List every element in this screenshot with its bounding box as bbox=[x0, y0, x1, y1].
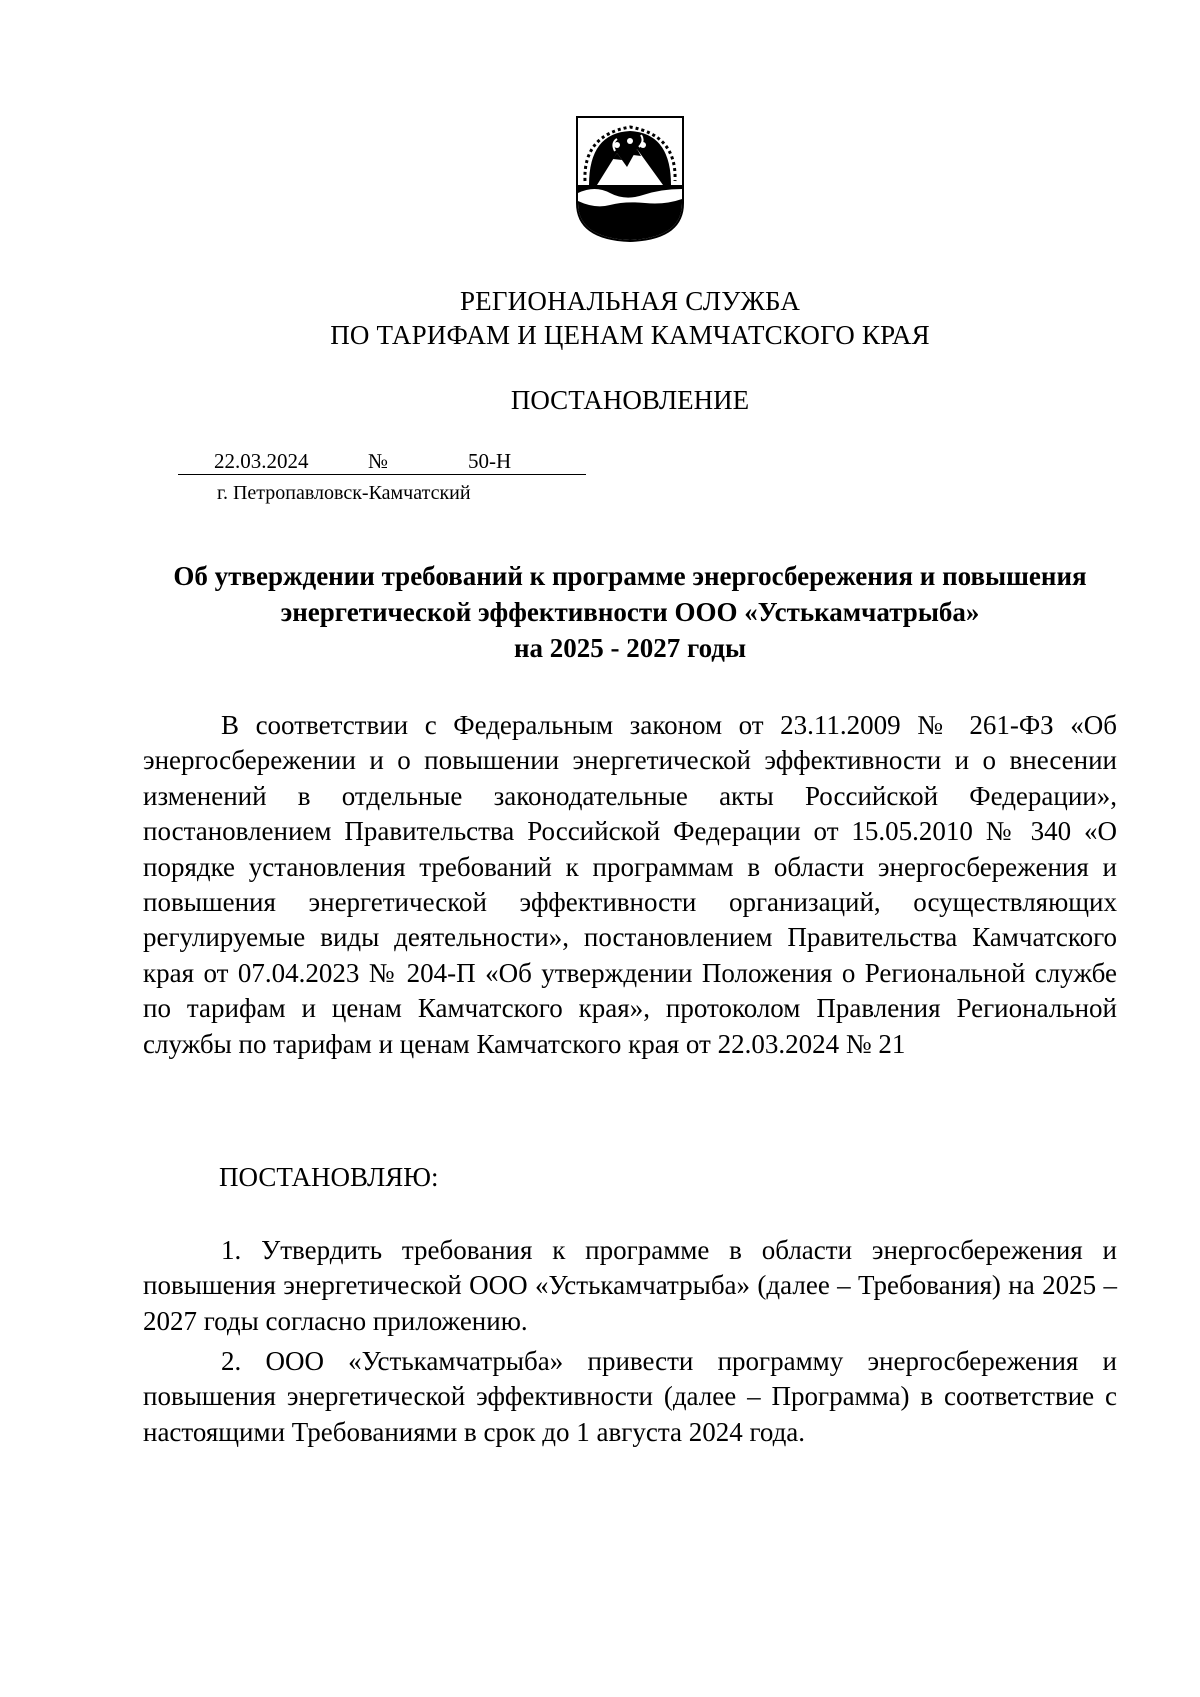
document-date: 22.03.2024 bbox=[214, 449, 309, 473]
resolution-item-2: 2. ООО «Устькамчатрыба» привести программу энергосбережения и повышения энергетической эффективности (далее – Программа) в соответствие с настоящими Требованиями в срок до 1 августа 2024 года. bbox=[143, 1346, 1117, 1447]
city-name: г. Петропавловск-Камчатский bbox=[217, 482, 471, 504]
org-name-line1: РЕГИОНАЛЬНАЯ СЛУЖБА bbox=[459, 286, 801, 316]
resolve-heading: ПОСТАНОВЛЯЮ: bbox=[219, 1162, 439, 1192]
preamble-paragraph: В соответствии с Федеральным законом от 23.11.2009 № 261-ФЗ «Об энергосбережении и о повышении энергетической эффективности и о внесении изменений в отдельные законодательные акты Российской Федерации», постановлением Правительства Российской Федерации от 15.05.2010 № 340 «О порядке установления требований к программам в области энергосбережения и повышения энергетической эффективности организаций, осуществляющих регулируемые виды деятельности», постановлением Правительства Камчатского края от 07.04.2023 № 204-П «Об утверждении Положения о Региональной службе по тарифам и ценам Камчатского края», протоколом Правления Региональной службы по тарифам и ценам Камчатского края от 22.03.2024 № 21 bbox=[143, 710, 1117, 1059]
title-line3: на 2025 - 2027 годы bbox=[513, 633, 747, 663]
date-number-row bbox=[178, 448, 586, 475]
document-type: ПОСТАНОВЛЕНИЕ bbox=[510, 385, 750, 415]
coat-of-arms-icon bbox=[575, 115, 685, 243]
org-name-line2: ПО ТАРИФАМ И ЦЕНАМ КАМЧАТСКОГО КРАЯ bbox=[330, 320, 930, 350]
title-line1: Об утверждении требований к программе энергосбережения и повышения bbox=[173, 561, 1087, 591]
resolution-item-1: 1. Утвердить требования к программе в области энергосбережения и повышения энергетической ООО «Устькамчатрыба» (далее – Требования) на 2025 – 2027 годы согласно приложению. bbox=[143, 1235, 1117, 1336]
document-number: 50-Н bbox=[468, 449, 512, 473]
number-sign: № bbox=[368, 449, 389, 473]
document-title bbox=[0, 558, 1200, 666]
title-line2: энергетической эффективности ООО «Устькамчатрыба» bbox=[280, 597, 980, 627]
